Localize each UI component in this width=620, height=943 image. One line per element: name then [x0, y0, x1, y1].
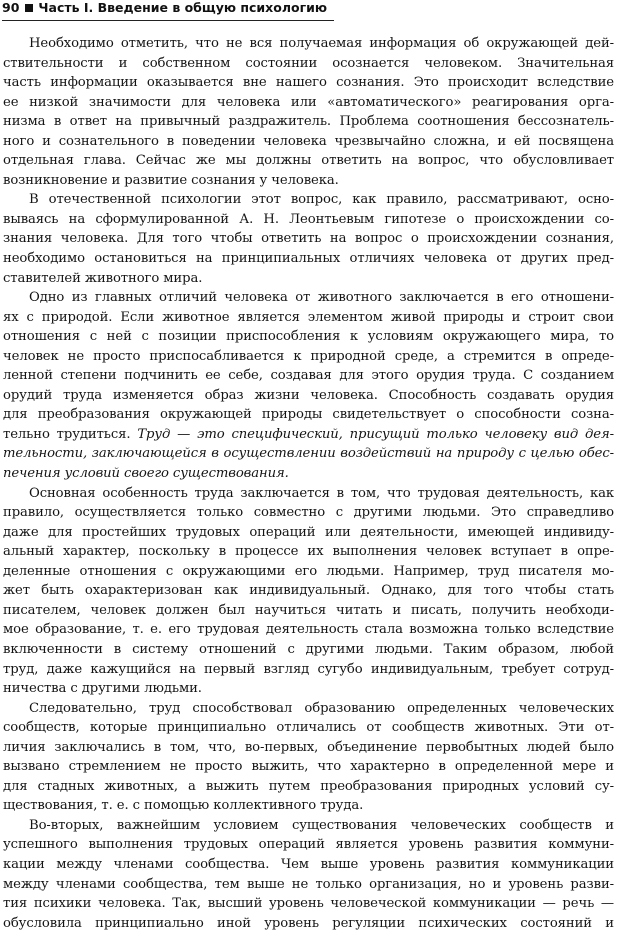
text-line: ее низкой значимости для человека или «автоматического» реагирования орга- — [3, 94, 614, 110]
text-line: жет быть охарактеризован как индивидуальный. Однако, для того чтобы стать — [3, 583, 614, 599]
paragraph — [3, 190, 614, 288]
text-line — [3, 464, 614, 484]
text-line: деленные отношения с окружающими его людьми. Например, труд писателя мо- — [3, 563, 614, 579]
text-line: Необходимо отметить, что не вся получаемая информация об окружающей дей- — [29, 36, 614, 51]
definition-text: тельности, заключающейся в осуществлении воздействий на природу с целью обес- — [3, 446, 614, 462]
text-line: часть информации оказывается вне нашего сознания. Это происходит вследствие — [3, 75, 614, 91]
text-run: тельно трудиться. — [3, 426, 138, 442]
text-line: тия психики человека. Так, высший уровень человеческой коммуникации — речь — — [3, 896, 614, 912]
text-line: отношения с ней с позиции приспособления к условиям окружающего мира, то — [3, 329, 614, 345]
page-number: 90 — [2, 0, 20, 15]
text-line: писателем, человек должен был научиться читать и писать, получить необходи- — [3, 602, 614, 618]
text-line: ставителей животного мира. — [3, 270, 203, 286]
text-line: ствительности и собственном состоянии осознается человеком. Значительная — [3, 55, 614, 71]
text-line: мое образование, т. е. его трудовая деятельность стала возможна только вследствие — [3, 622, 614, 638]
text-line: вываясь на сформулированной А. Н. Леонтьевым гипотезе о происхождении со- — [3, 211, 614, 227]
text-line: Одно из главных отличий человека от животного заключается в его отношени- — [29, 290, 614, 306]
paragraph — [3, 288, 614, 483]
text-line: низма в ответ на привычный раздражитель. Проблема соотношения бессознатель- — [3, 114, 614, 130]
header-rule — [2, 20, 334, 21]
text-line: Во-вторых, важнейшим условием существования человеческих сообществ и — [29, 817, 614, 833]
text-line: кации между членами сообщества. Чем выше уровень развития коммуникации — [3, 856, 614, 872]
paragraph — [3, 34, 614, 190]
body-text — [3, 34, 614, 933]
text-line: вызвано стремлением не просто выжить, что характерно в определенной мере и — [3, 759, 614, 775]
text-line: для преобразования окружающей природы свидетельствует о способности созна- — [3, 407, 614, 423]
text-line — [3, 425, 614, 445]
text-line: правило, осуществляется только совместно с другими людьми. Это справедливо — [3, 505, 614, 521]
definition-text: печения условий своего существования. — [3, 466, 289, 482]
chapter-title: Часть I. Введение в общую психологию — [38, 0, 328, 15]
text-line: обусловила принципиально иной уровень регуляции психических состояний и — [3, 915, 614, 931]
text-line — [3, 444, 614, 464]
text-line: необходимо остановиться на принципиальных отличиях человека от других пред- — [3, 251, 614, 267]
text-line: сообществ, которые принципиально отличались от сообществ животных. Эти от- — [3, 720, 614, 736]
text-line: ществования, т. е. с помощью коллективного труда. — [3, 798, 364, 814]
text-line: отдельная глава. Сейчас же мы должны ответить на вопрос, что обусловливает — [3, 153, 614, 169]
text-line: ях с природой. Если животное является элементом живой природы и строит свои — [3, 309, 614, 325]
text-line: для стадных животных, а выжить путем преобразования природных условий су- — [3, 778, 614, 794]
text-line: ленной степени подчинить ее себе, создавая для этого орудия труда. С созданием — [3, 368, 614, 384]
definition-text: Труд — это специфический, присущий только человеку вид дея- — [137, 426, 614, 442]
text-line: знания человека. Для того чтобы ответить на вопрос о происхождении сознания, — [3, 231, 614, 247]
text-line: возникновение и развитие сознания у человека. — [3, 172, 339, 188]
text-line: личия заключались в том, что, во-первых, объединение первобытных людей было — [3, 739, 614, 755]
text-line: орудий труда изменяется образ жизни человека. Способность создавать орудия — [3, 387, 614, 403]
text-line: В отечественной психологии этот вопрос, как правило, рассматривают, осно- — [29, 192, 614, 208]
text-line: ного и сознательного в поведении человека чрезвычайно сложна, и ей посвящена — [3, 133, 614, 149]
text-line: Основная особенность труда заключается в том, что трудовая деятельность, как — [29, 485, 614, 501]
text-line: Следовательно, труд способствовал образованию определенных человеческих — [29, 700, 614, 716]
text-line: альный характер, поскольку в процессе их выполнения человек вступает в опре- — [3, 544, 614, 560]
text-line: включенности в систему отношений с другими людьми. Таким образом, любой — [3, 641, 614, 657]
text-line: успешного выполнения трудовых операций является уровень развития коммуни- — [3, 837, 614, 853]
paragraph — [3, 484, 614, 699]
text-line: труд, даже кажущийся на первый взгляд сугубо индивидуальным, требует сотруд- — [3, 661, 614, 677]
text-line: человек не просто приспосабливается к природной среде, а стремится в опреде- — [3, 348, 614, 364]
square-bullet-icon — [25, 4, 33, 12]
text-line: даже для простейших трудовых операций или деятельности, имеющей индивиду- — [3, 524, 614, 540]
paragraph — [3, 699, 614, 816]
text-line: между членами сообщества, тем выше не только организация, но и уровень разви- — [3, 876, 614, 892]
paragraph — [3, 816, 614, 933]
running-header — [2, 0, 327, 21]
text-line: ничества с другими людьми. — [3, 681, 202, 697]
